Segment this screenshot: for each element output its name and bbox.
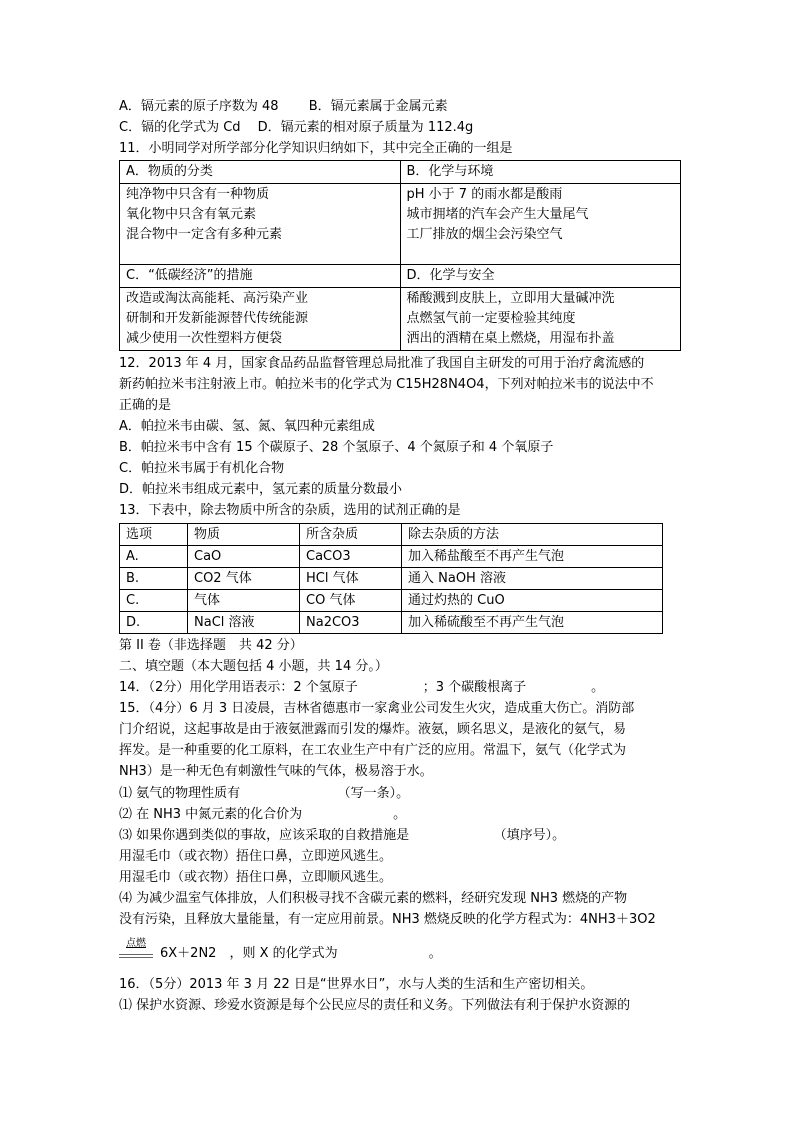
cell-line: 工厂排放的烟尘会污染空气: [406, 227, 563, 242]
cell-line: 城市拥堵的汽车会产生大量尾气: [406, 207, 589, 222]
cell: 气体: [188, 590, 300, 612]
q16-line: 16．（5分）2013 年 3 月 22 日是“世界水日”，水与人类的生活和生产密切相关。: [119, 977, 594, 992]
reaction-condition: 点燃: [126, 938, 146, 949]
cell: 加入稀硫酸至不再产生气泡: [402, 612, 663, 634]
cell-head: A．物质的分类: [120, 161, 401, 184]
q15-line: ⑴ 氨气的物理性质有 （写一条）。: [119, 786, 410, 801]
cell-head: C．“低碳经济”的措施: [120, 265, 401, 288]
cell: 加入稀盐酸至不再产生气泡: [402, 546, 663, 568]
header-cell: 所含杂质: [300, 524, 402, 546]
table-header-row: [120, 524, 663, 546]
cell: 通过灼热的 CuO: [402, 590, 663, 612]
cell: NaCl 溶液: [188, 612, 300, 634]
q15-line: 15．（4分）6 月 3 日凌晨，吉林省德惠市一家禽业公司发生火灾，造成重大伤亡。消防部: [119, 701, 635, 716]
header-cell: 选项: [120, 524, 188, 546]
q15-equation-tail: 6X＋2N2 ，则 X 的化学式为 。: [160, 946, 442, 961]
cell: B.: [120, 568, 188, 590]
cell: HCl 气体: [300, 568, 402, 590]
q10-options-cd: C．镉的化学式为 Cd D．镉元素的相对原子质量为 112.4g: [119, 120, 474, 135]
q15-line: ⑵ 在 NH3 中氮元素的化合价为 。: [119, 807, 407, 822]
q12-line: 正确的是: [119, 398, 172, 413]
q15-line: ⑶ 如果你遇到类似的事故，应该采取的自救措施是 （填序号）。: [119, 828, 566, 843]
cell-body: [400, 288, 681, 351]
cell-body: [400, 184, 681, 265]
cell: CO 气体: [300, 590, 402, 612]
double-line-icon: [119, 954, 153, 958]
q16-line: ⑴ 保护水资源、珍爱水资源是每个公民应尽的责任和义务。下列做法有利于保护水资源的: [119, 998, 631, 1013]
table-row: [120, 612, 663, 634]
cell: D.: [120, 612, 188, 634]
reaction-arrow: [119, 938, 153, 958]
q12-line: 新药帕拉米韦注射液上市。帕拉米韦的化学式为 C15H28N4O4，下列对帕拉米韦的说法中不: [119, 377, 654, 392]
cell: A.: [120, 546, 188, 568]
q15-line: 门介绍说，这起事故是由于液氨泄露而引发的爆炸。液氨，顾名思义，是液化的氨气，易: [119, 722, 627, 737]
cell-line: 点燃氢气前一定要检验其纯度: [406, 311, 576, 326]
cell-line: 混合物中一定含有多种元素: [126, 227, 283, 242]
q15-line: ⑷ 为减少温室气体排放，人们积极寻找不含碳元素的燃料，经研究发现 NH3 燃烧的产物: [119, 891, 628, 906]
q11-stem: 11．小明同学对所学部分化学知识归纳如下，其中完全正确的一组是: [119, 141, 513, 156]
cell-line: 研制和开发新能源替代传统能源: [126, 311, 309, 326]
q15-line: NH3）是一种无色有刺激性气味的气体，极易溶于水。: [119, 764, 433, 779]
cell: CaO: [188, 546, 300, 568]
q13-stem: 13．下表中，除去物质中所含的杂质，选用的试剂正确的是: [119, 503, 461, 518]
cell: Na2CO3: [300, 612, 402, 634]
cell-line: 稀酸溅到皮肤上，立即用大量碱冲洗: [406, 291, 615, 306]
cell: C.: [120, 590, 188, 612]
q14: 14．（2分）用化学用语表示：2 个氢原子 ；3 个碳酸根离子 。: [119, 680, 605, 695]
table-row: [120, 568, 663, 590]
q15-line: 用湿毛巾（或衣物）捂住口鼻，立即顺风逃生。: [119, 870, 393, 885]
header-cell: 除去杂质的方法: [402, 524, 663, 546]
cell: CO2 气体: [188, 568, 300, 590]
part2-title: 第 II 卷（非选择题 共 42 分）: [119, 638, 303, 653]
q12-option: D．帕拉米韦组成元素中，氢元素的质量分数最小: [119, 482, 403, 497]
cell-line: 氧化物中只含有氧元素: [126, 207, 257, 222]
q15-line: 没有污染，且释放大量能量，有一定应用前景。NH3 燃烧反映的化学方程式为：4NH3＋3O2: [119, 912, 656, 927]
cell-line: pH 小于 7 的雨水都是酸雨: [406, 187, 563, 202]
q12-option: B．帕拉米韦中含有 15 个碳原子、28 个氢原子、4 个氮原子和 4 个氧原子: [119, 440, 554, 455]
q15-line: 挥发。是一种重要的化工原料，在工农业生产中有广泛的应用。常温下，氨气（化学式为: [119, 743, 627, 758]
cell-head: B．化学与环境: [400, 161, 681, 184]
q11-table: [119, 160, 681, 351]
cell-head: D．化学与安全: [400, 265, 681, 288]
cell: 通入 NaOH 溶液: [402, 568, 663, 590]
section-title: 二、填空题（本大题包括 4 小题，共 14 分。）: [119, 659, 388, 674]
table-row: [120, 590, 663, 612]
cell-body: [120, 288, 401, 351]
cell-line: 减少使用一次性塑料方便袋: [126, 331, 283, 346]
cell-line: 纯净物中只含有一种物质: [126, 187, 270, 202]
cell-line: 改造或淘汰高能耗、高污染产业: [126, 291, 309, 306]
q10-options-ab: A．镉元素的原子序数为 48 B．镉元素属于金属元素: [119, 99, 448, 114]
table-row: [120, 546, 663, 568]
q13-table: [119, 523, 663, 634]
cell-body: [120, 184, 401, 265]
q12-option: C．帕拉米韦属于有机化合物: [119, 461, 285, 476]
cell: CaCO3: [300, 546, 402, 568]
q15-line: 用湿毛巾（或衣物）捂住口鼻，立即逆风逃生。: [119, 849, 393, 864]
header-cell: 物质: [188, 524, 300, 546]
q12-option: A．帕拉米韦由碳、氢、氮、氧四种元素组成: [119, 419, 375, 434]
cell-line: 洒出的酒精在桌上燃烧，用湿布扑盖: [406, 331, 615, 346]
q12-line: 12．2013 年 4 月，国家食品药品监督管理总局批准了我国自主研发的可用于治疗禽流感的: [119, 356, 645, 371]
